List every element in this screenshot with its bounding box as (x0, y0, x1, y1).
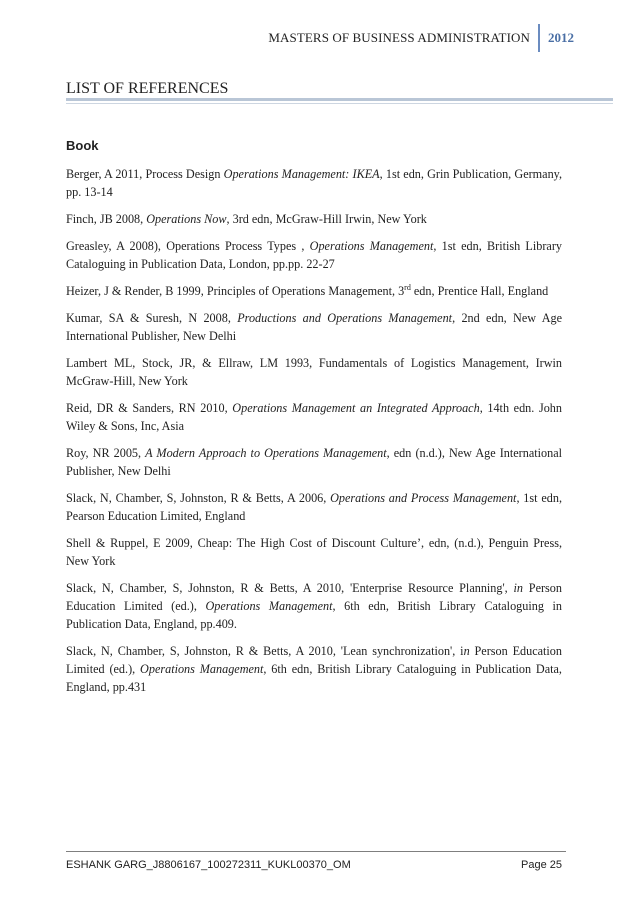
page-number: Page 25 (521, 859, 562, 871)
reference-text: , 1st edn, British Library Cataloguing in Publication Data, London, pp.pp. 22-27 (66, 239, 562, 271)
reference-entry (66, 534, 562, 570)
footer-author-id: ESHANK GARG_J8806167_100272311_KUKL00370_OM (66, 859, 351, 871)
reference-text: Operations Now (146, 212, 227, 226)
reference-text: Operations Management (140, 662, 264, 676)
reference-text: in (513, 581, 524, 595)
reference-text: Kumar, SA & Suresh, N 2008, (66, 311, 238, 325)
reference-text: n (463, 644, 470, 658)
reference-text: Roy, NR 2005, (66, 446, 146, 460)
reference-entry (66, 165, 562, 201)
header-year: 2012 (548, 30, 574, 45)
reference-text: A Modern Approach to Operations Management (145, 446, 387, 460)
reference-text: , 6th edn, British Library Cataloguing in Publication Data, England, pp.409. (66, 599, 562, 631)
reference-text: Berger, A 2011, Process Design (66, 167, 224, 181)
reference-text: , 6th edn, British Library Cataloguing in Publication Data, England, pp.431 (66, 662, 562, 694)
footer-rule (66, 851, 566, 852)
header-title: MASTERS OF BUSINESS ADMINISTRATION (268, 30, 530, 45)
title-rule (66, 98, 613, 101)
reference-text: Shell & Ruppel, E 2009, Cheap: The High Cost of Discount Culture’, edn, (n.d.), Penguin Press, New York (66, 536, 562, 568)
reference-text: , edn (n.d.), New Age International Publisher, New Delhi (66, 446, 563, 478)
reference-text: Greasley, A 2008), Operations Process Types , (66, 239, 310, 253)
header-separator (538, 24, 540, 52)
reference-text: , 1st edn, Pearson Education Limited, England (66, 491, 562, 523)
reference-text: Slack, N, Chamber, S, Johnston, R & Betts, A 2010, 'Lean synchronization', i (66, 644, 464, 658)
reference-entry (66, 309, 562, 345)
reference-list (66, 165, 562, 705)
reference-text: Operations Management (309, 239, 434, 253)
reference-entry (66, 210, 562, 228)
reference-entry (66, 354, 562, 390)
reference-text: Finch, JB 2008, (66, 212, 147, 226)
reference-text: Operations Management: IKEA (223, 167, 380, 181)
reference-text: , 14th edn. John Wiley & Sons, Inc, Asia (66, 401, 562, 433)
reference-text: Slack, N, Chamber, S, Johnston, R & Betts, A 2010, 'Enterprise Resource Planning', (66, 581, 514, 595)
title-rule-thin (66, 103, 613, 104)
reference-text: Productions and Operations Management (237, 311, 453, 325)
page-header (66, 24, 578, 52)
reference-entry (66, 399, 562, 435)
reference-text: , 3rd edn, McGraw-Hill Irwin, New York (226, 212, 427, 226)
reference-text: , 1st edn, Grin Publication, Germany, pp. 13-14 (66, 167, 563, 199)
reference-text: Operations Management (205, 599, 333, 613)
reference-entry (66, 282, 562, 300)
reference-text: Person Education Limited (ed.), (66, 644, 562, 676)
reference-text: , 2nd edn, New Age International Publisher, New Delhi (66, 311, 563, 343)
reference-text: edn, Prentice Hall, England (410, 284, 549, 298)
reference-entry (66, 237, 562, 273)
reference-text: Lambert ML, Stock, JR, & Ellraw, LM 1993, Fundamentals of Logistics Management, Irwin McGraw-Hill, New York (66, 356, 562, 388)
reference-text: Operations Management an Integrated Approach (232, 401, 480, 415)
reference-text: Operations and Process Management (330, 491, 517, 505)
reference-text: rd (404, 282, 411, 292)
reference-entry (66, 642, 562, 696)
reference-entry (66, 579, 562, 633)
reference-text: Slack, N, Chamber, S, Johnston, R & Betts, A 2006, (66, 491, 331, 505)
reference-entry (66, 489, 562, 525)
reference-entry (66, 444, 562, 480)
section-title: LIST OF REFERENCES (66, 80, 229, 97)
reference-text: Reid, DR & Sanders, RN 2010, (66, 401, 233, 415)
reference-text: Person Education Limited (ed.), (66, 581, 562, 613)
book-subheading: Book (66, 138, 99, 153)
reference-text: Heizer, J & Render, B 1999, Principles of Operations Management, 3 (66, 284, 405, 298)
